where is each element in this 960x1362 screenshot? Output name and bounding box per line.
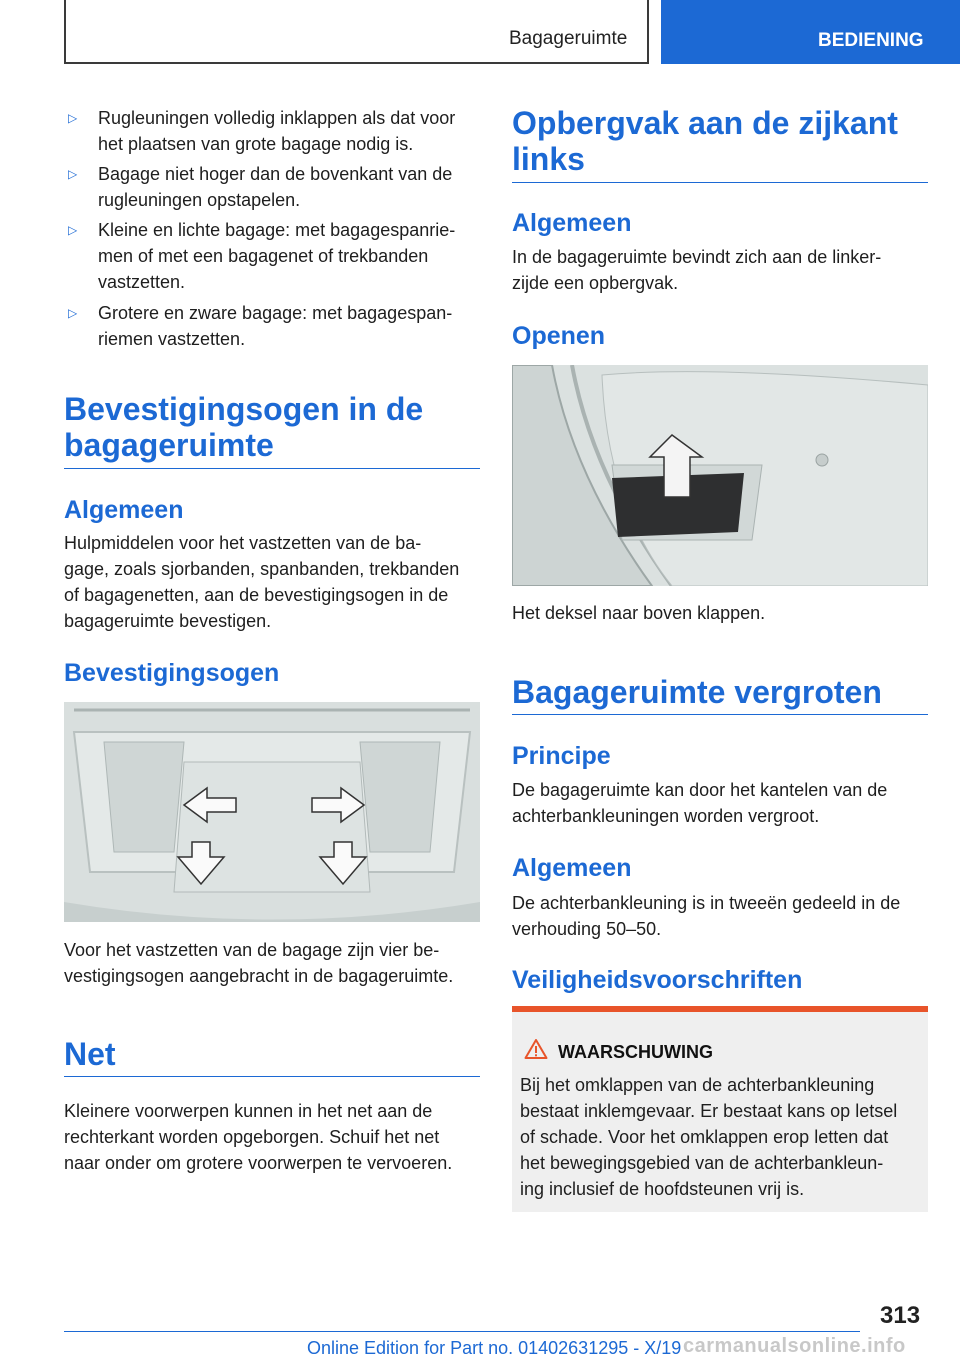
heading-rule [64,1076,480,1077]
trunk-illustration [64,702,480,922]
list-item: ▷ Grotere en zware bagage: met bagagespan- riemen vastzetten. [64,300,452,352]
heading-rule [512,182,928,183]
trunk-lashing-eyes-image [64,702,480,922]
subheading-bevestigingsogen: Bevestigingsogen [64,659,280,687]
subheading-veiligheidsvoorschriften: Veiligheidsvoorschriften [512,966,803,994]
list-item: ▷ Kleine en lichte bagage: met bagagespanrie- men of met een bagagenet of trekbanden vastzetten. [64,217,455,295]
paragraph: In de bagageruimte bevindt zich aan de linker- zijde een opbergvak. [512,247,882,293]
warning-text: Bij het omklappen van de achterbankleuning bestaat inklemgevaar. Er bestaat kans op letsel of schade. Voor het omklappen erop letten dat het bewegingsgebied van de achterbankleun- ing inclusief de hoofdsteunen vrij is. [520,1075,898,1199]
image-caption: Voor het vastzetten van de bagage zijn vier be- vestigingsogen aangebracht in de bagageruimte. [64,940,454,986]
header-section-title: Bagageruimte [509,28,628,49]
warning-box [512,1006,928,1212]
header-tab-bediening[interactable] [661,0,960,64]
list-item: ▷ Bagage niet hoger dan de bovenkant van de rugleuningen opstapelen. [64,161,452,213]
heading-rule [512,714,928,715]
subheading-algemeen: Algemeen [512,854,632,882]
paragraph: Kleinere voorwerpen kunnen in het net aan de rechterkant worden opgeborgen. Schuif het net naar onder om grotere voorwerpen te vervoeren. [64,1101,453,1173]
triangle-bullet-icon: ▷ [68,306,78,320]
image-caption: Het deksel naar boven klappen. [512,603,766,623]
page-number: 313 [880,1302,921,1329]
triangle-bullet-icon: ▷ [68,111,78,125]
subheading-openen: Openen [512,322,606,350]
heading-rule [64,468,480,469]
heading-net: Net [64,1036,116,1072]
heading-bagageruimte-vergroten: Bagageruimte vergroten [512,674,882,710]
side-compartment-illustration [512,365,928,586]
paragraph: De achterbankleuning is in tweeën gedeeld in de verhouding 50–50. [512,893,901,939]
header-tab-label: BEDIENING [818,30,924,51]
subheading-algemeen: Algemeen [64,496,184,524]
triangle-bullet-icon: ▷ [68,223,78,237]
footer-edition: Online Edition for Part no. 01402631295 - X/19 [307,1338,682,1358]
heading-bevestigingsogen: Bevestigingsogen in de bagageruimte [64,391,424,463]
heading-opbergvak: Opbergvak aan de zijkant links [512,105,898,177]
side-compartment-image [512,365,928,586]
triangle-bullet-icon: ▷ [68,167,78,181]
subheading-principe: Principe [512,742,611,770]
paragraph: Hulpmiddelen voor het vastzetten van de ba- gage, zoals sjorbanden, spanbanden, trekbanden of bagagenetten, aan de bevestigingsogen in de bagageruimte bevestigen. [64,533,460,631]
subheading-algemeen: Algemeen [512,209,632,237]
warning-triangle-icon [524,1038,548,1060]
watermark: carmanualsonline.info [683,1335,906,1357]
paragraph: De bagageruimte kan door het kantelen van de achterbankleuningen worden vergroot. [512,780,888,826]
warning-title: WAARSCHUWING [558,1042,713,1062]
footer-rule [64,1331,860,1332]
list-item: ▷ Rugleuningen volledig inklappen als dat voor het plaatsen van grote bagage nodig is. [64,105,455,157]
